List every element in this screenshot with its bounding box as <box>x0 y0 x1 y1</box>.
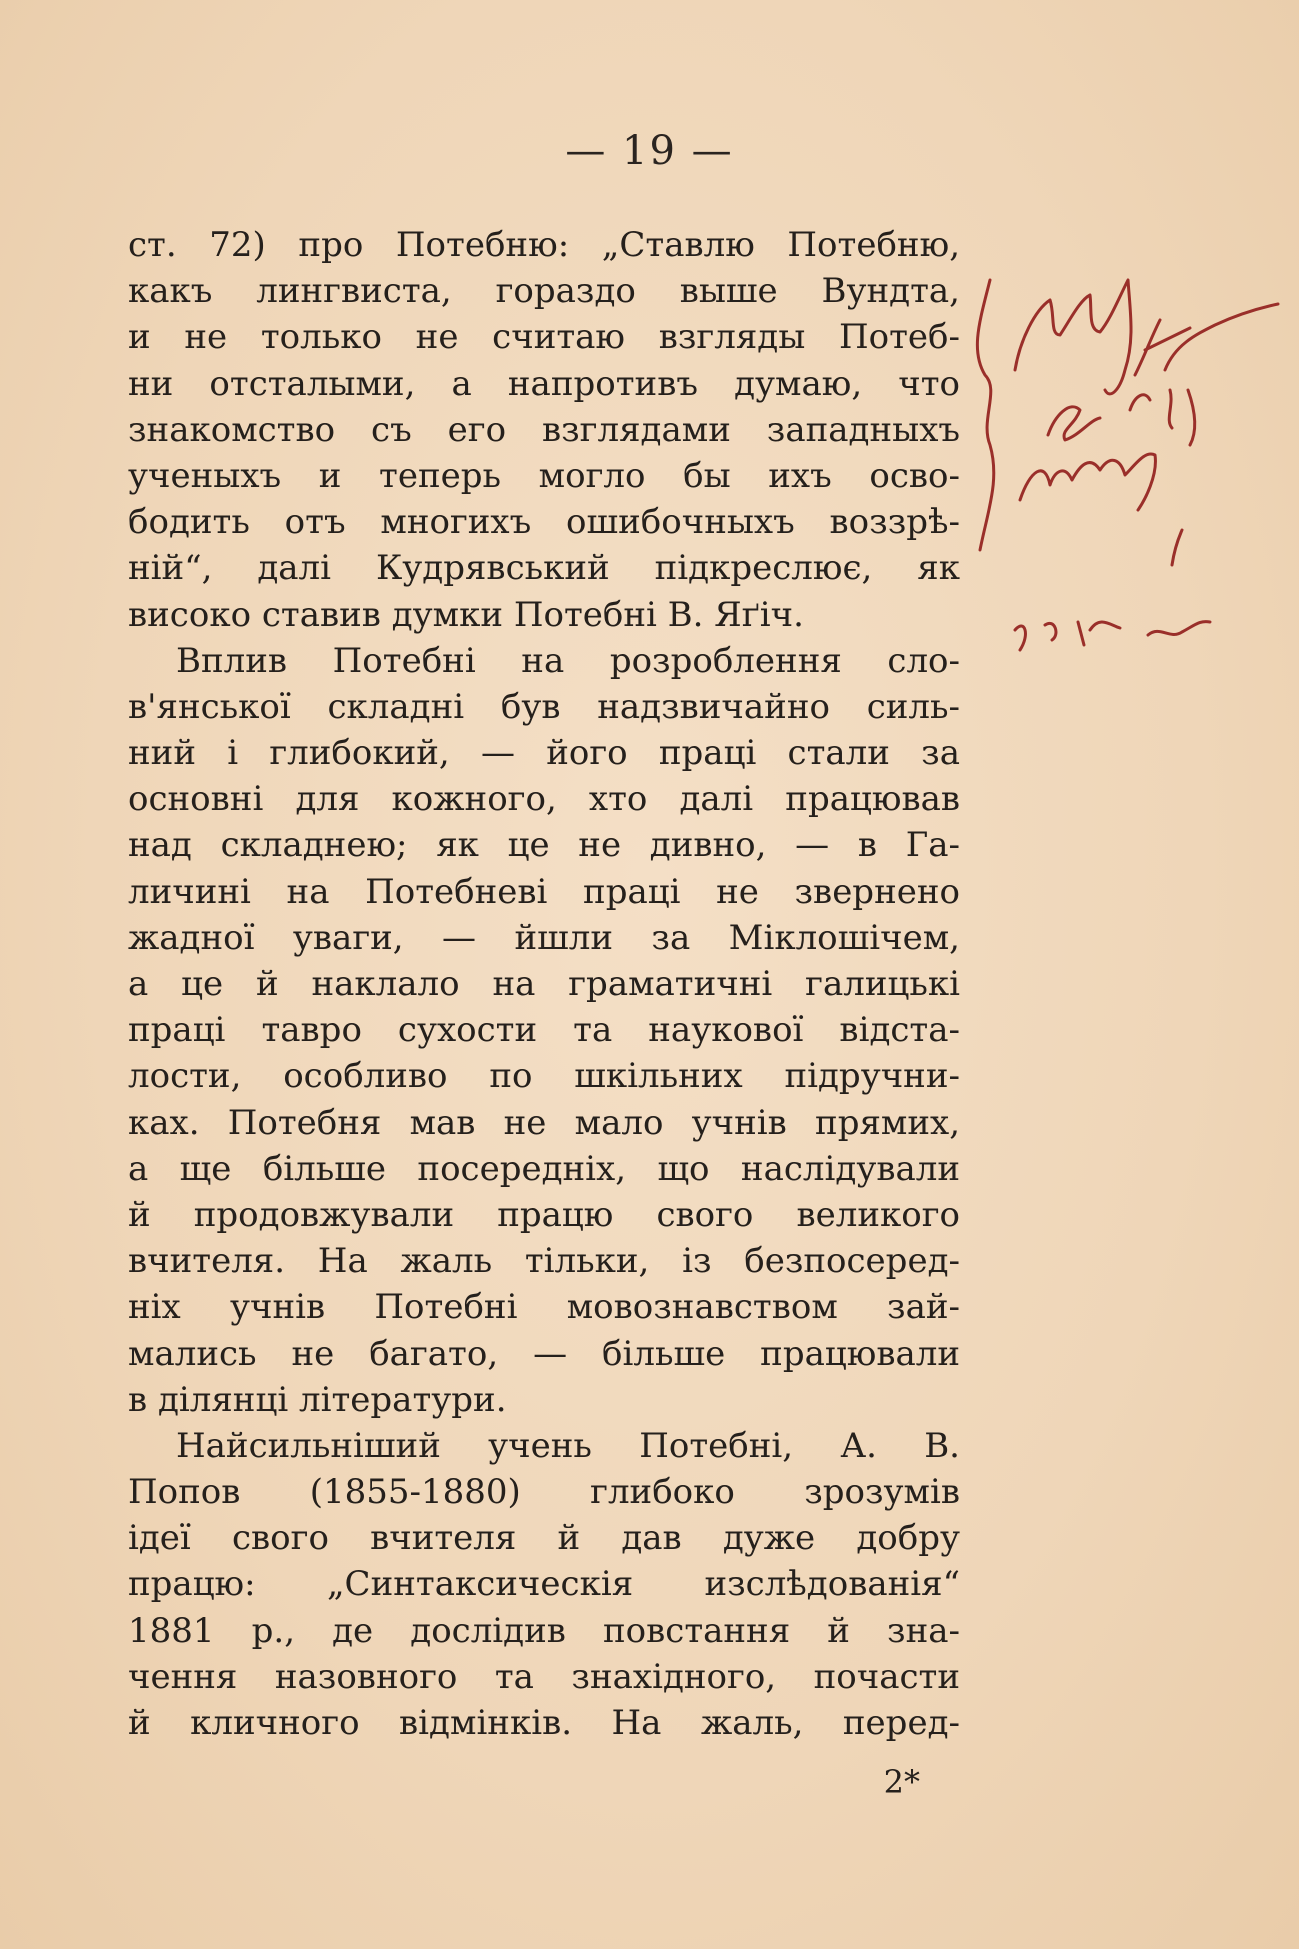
text-line: високо ставив думки Потебні В. Яґіч. <box>128 594 804 635</box>
text-line: ках. Потебня мав не мало учнів прямих, <box>128 1102 960 1143</box>
text-line: чення назовного та знахідного, почасти <box>128 1656 960 1697</box>
text-line: ніх учнів Потебні мовознавством зай- <box>128 1287 960 1328</box>
text-line: Попов (1855-1880) глибоко зрозумів <box>128 1472 960 1513</box>
text-line: а це й наклало на граматичні галицькі <box>128 964 960 1004</box>
text-line: а ще більше посередніх, що наслідували <box>128 1148 960 1189</box>
text-line: мались не багато, — більше працювали <box>128 1333 960 1374</box>
text-line: какъ лингвиста, гораздо выше Вундта, <box>128 271 960 312</box>
handwriting-drawing <box>960 240 1290 680</box>
text-line: працю: „Синтаксическія изслѣдованія“ <box>128 1564 960 1605</box>
text-line: в'янської складні був надзвичайно силь- <box>128 686 960 727</box>
text-line: жадної уваги, — йшли за Міклошічем, <box>128 917 960 958</box>
text-line: бодить отъ многихъ ошибочныхъ воззрѣ- <box>128 502 960 543</box>
text-line: знакомство съ его взглядами западныхъ <box>128 409 960 450</box>
text-line: лости, особливо по шкільних підручни- <box>128 1056 960 1097</box>
printer-signature: 2* <box>883 1763 920 1801</box>
text-line: ідеї свого вчителя й дав дуже добру <box>128 1518 960 1559</box>
text-line: й кличного відмінків. На жаль, перед- <box>128 1703 960 1743</box>
text-line: в ділянці літератури. <box>128 1379 507 1420</box>
text-line: над складнею; як це не дивно, — в Га- <box>128 825 960 866</box>
text-line: ученыхъ и теперь могло бы ихъ осво- <box>128 455 960 496</box>
text-line: основні для кожного, хто далі працював <box>128 779 960 820</box>
text-line: ній“, далі Кудрявський підкреслює, як <box>128 548 960 589</box>
body-text <box>128 222 960 1746</box>
text-line: праці тавро сухости та наукової відста- <box>128 1010 960 1051</box>
text-line: и не только не считаю взгляды Потеб- <box>128 317 960 358</box>
text-line: Найсильніший учень Потебні, А. В. <box>176 1425 960 1466</box>
text-line: вчителя. На жаль тільки, із безпосеред- <box>128 1241 960 1282</box>
handwritten-margin-note <box>960 240 1290 680</box>
text-line: Вплив Потебні на розроблення сло- <box>176 640 960 681</box>
page-number: — 19 — <box>565 128 734 174</box>
text-line: й продовжували працю свого великого <box>128 1194 960 1235</box>
text-line: ний і глибокий, — його праці стали за <box>128 733 960 774</box>
text-line: личині на Потебневі праці не звернено <box>128 871 960 912</box>
text-line: ни отсталыми, а напротивъ думаю, что <box>128 363 960 404</box>
text-line: 1881 р., де дослідив повстання й зна- <box>128 1610 960 1651</box>
text-line: ст. 72) про Потебню: „Ставлю Потебню, <box>128 225 960 265</box>
